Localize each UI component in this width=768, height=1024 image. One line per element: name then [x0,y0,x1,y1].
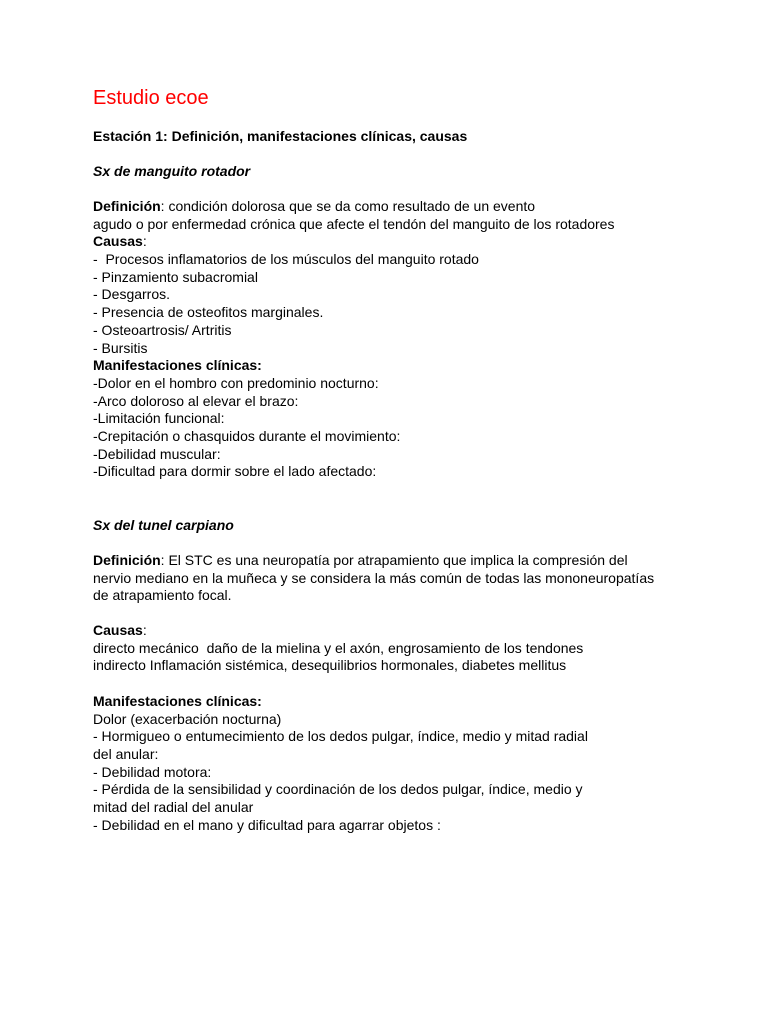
cause-item: directo mecánico daño de la mielina y el axón, engrosamiento de los tendones [93,639,584,656]
section-carpal-tunnel-manifestations [93,693,588,835]
cause-item: - Pinzamiento subacromial [93,268,258,285]
manifestation-item: del anular: [93,746,159,763]
causes-label: Causas [93,233,143,250]
cause-item: indirecto Inflamación sistémica, desequilibrios hormonales, diabetes mellitus [93,657,567,674]
causes-colon: : [142,233,147,250]
definition-line [93,552,654,570]
definition-line: de atrapamiento focal. [93,587,232,604]
section-carpal-tunnel-causes [93,622,583,675]
manifestations-heading: Manifestaciones clínicas: [93,693,262,709]
manifestation-item: - Debilidad en el mano y dificultad para agarrar objetos : [93,816,441,833]
causes-heading [93,622,583,640]
cause-item: - Bursitis [93,339,148,356]
section-rotator-cuff-body [93,198,614,481]
definition-line: nervio mediano en la muñeca y se considera la más común de todas las mononeuropatías [93,569,655,586]
manifestation-item: mitad del radial del anular [93,799,254,816]
manifestation-item: - Debilidad motora: [93,763,212,780]
definition-line [93,198,614,216]
section-heading: Sx de manguito rotador [93,163,251,179]
cause-item: - Osteoartrosis/ Artritis [93,321,232,338]
manifestations-heading: Manifestaciones clínicas: [93,357,262,374]
manifestation-item: - Pérdida de la sensibilidad y coordinación de los dedos pulgar, índice, medio y [93,781,583,798]
definition-text: : El STC es una neuropatía por atrapamiento que implica la compresión del [160,552,628,568]
station-heading-block [93,128,467,146]
causes-heading [93,233,614,251]
manifestation-item: -Limitación funcional: [93,410,225,427]
definition-line: agudo o por enfermedad crónica que afecte el tendón del manguito de los rotadores [93,215,615,232]
manifestation-item: -Debilidad muscular: [93,445,221,462]
cause-item: - Desgarros. [93,286,171,303]
cause-item: - Presencia de osteofitos marginales. [93,304,324,321]
section-carpal-tunnel [93,517,234,535]
manifestation-item: -Dolor en el hombro con predominio nocturno: [93,374,379,391]
section-rotator-cuff [93,163,250,181]
manifestation-item: -Arco doloroso al elevar el brazo: [93,392,299,409]
cause-item: - Procesos inflamatorios de los músculos del manguito rotado [93,251,479,268]
section-heading: Sx del tunel carpiano [93,517,234,533]
manifestation-item: Dolor (exacerbación nocturna) [93,710,282,727]
manifestation-item: - Hormigueo o entumecimiento de los dedos pulgar, índice, medio y mitad radial [93,728,588,745]
causes-colon: : [142,622,147,638]
causes-label: Causas [93,622,143,638]
manifestation-item: -Crepitación o chasquidos durante el movimiento: [93,427,401,444]
document-title: Estudio ecoe [93,87,209,109]
definition-label: Definición [93,198,161,214]
definition-text: : condición dolorosa que se da como resultado de un evento [160,198,536,214]
definition-label: Definición [93,552,161,568]
station-heading: Estación 1: Definición, manifestaciones clínicas, causas [93,128,468,144]
section-carpal-tunnel-definition [93,552,654,605]
manifestation-item: -Dificultad para dormir sobre el lado afectado: [93,463,377,480]
